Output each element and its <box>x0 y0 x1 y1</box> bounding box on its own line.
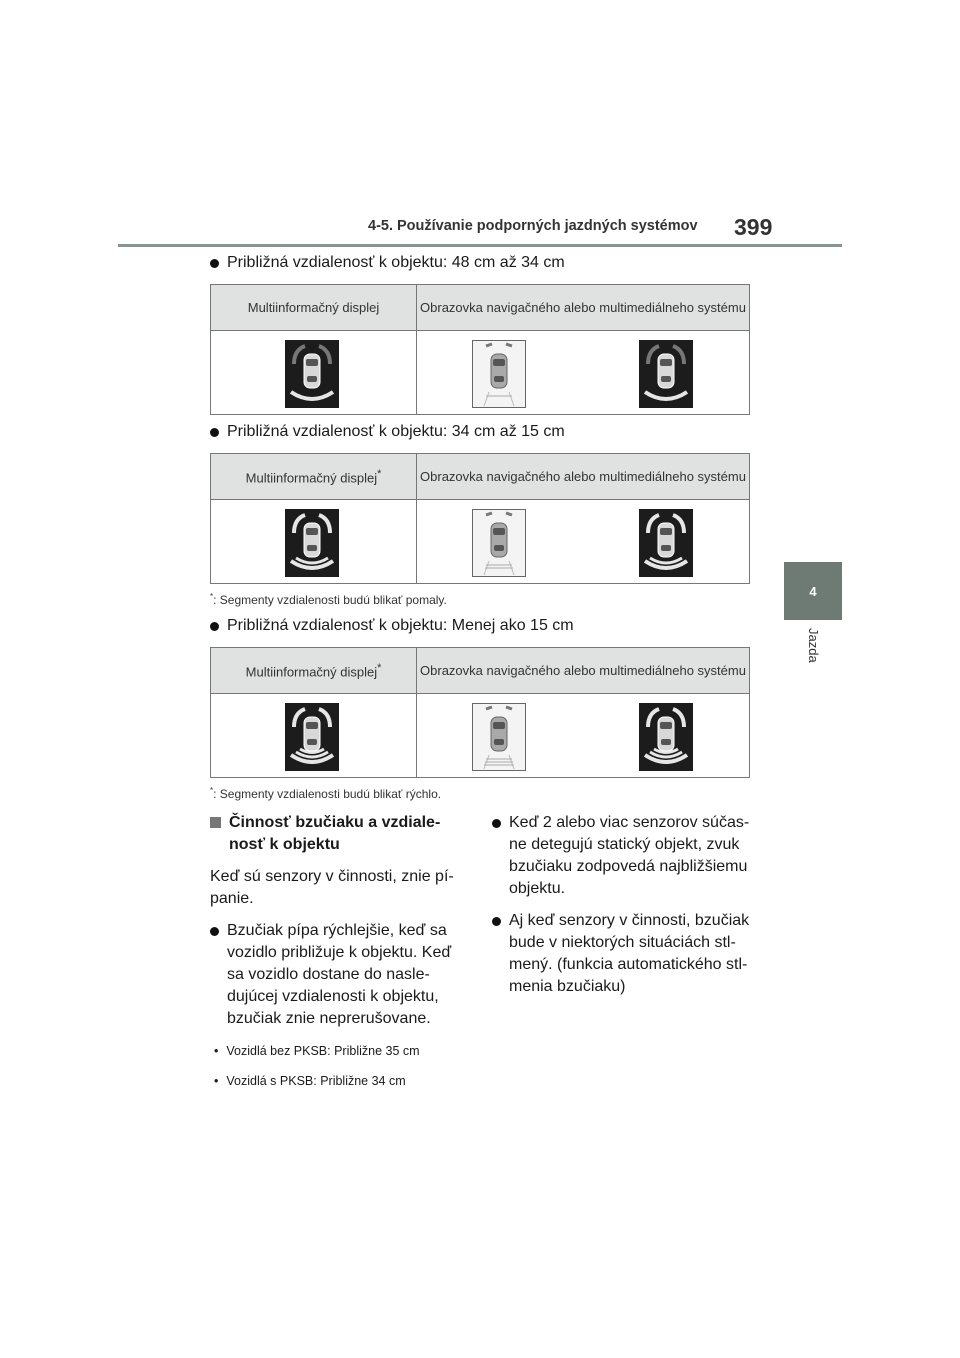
chapter-label: Jazda <box>806 628 821 663</box>
buzzer-intro: Keď sú senzory v činnosti, znie pí-panie. <box>210 868 454 907</box>
page-number: 399 <box>734 214 773 240</box>
footnote-2: *: Segmenty vzdialenosti budú blikať rýchlo. <box>210 786 442 801</box>
header-rule <box>118 244 842 247</box>
display-table-2 <box>210 453 750 584</box>
col-header-mid: Multiinformačný displej <box>211 285 417 331</box>
chapter-tab[interactable] <box>784 562 842 620</box>
section-square-icon <box>210 817 221 828</box>
col-header-mid: Multiinformačný displej* <box>211 648 417 694</box>
display-table-1 <box>210 284 750 415</box>
mid-image-cell <box>211 331 417 415</box>
bullet-dot <box>210 927 219 936</box>
distance-bullet-2 <box>210 423 565 441</box>
col-header-mid: Multiinformačný displej* <box>211 454 417 500</box>
mid-image-cell <box>211 694 417 778</box>
distance-bullet-1 <box>210 254 565 272</box>
buzzer-bullet: Bzučiak pípa rýchlejšie, keď sa vozidlo približuje k objektu. Keď sa vozidlo dostane do nasle-dujúcej vzdialenosti k objektu, bzučiak znie neprerušovane. <box>210 920 460 1030</box>
col-header-nav: Obrazovka navigačného alebo multimediálneho systému <box>417 648 750 694</box>
col-header-nav: Obrazovka navigačného alebo multimediálneho systému <box>417 285 750 331</box>
nav-display-image-dark <box>639 703 693 771</box>
bullet-dot <box>210 428 219 437</box>
mid-display-image <box>285 340 339 408</box>
distance-bullet-3 <box>210 617 574 635</box>
distance-text: Približná vzdialenosť k objektu: 34 cm až 15 cm <box>227 423 565 440</box>
buzzer-heading: Činnosť bzučiaku a vzdiale-nosť k objektu <box>210 812 460 856</box>
nav-display-image-dark <box>639 509 693 577</box>
buzzer-right-column <box>492 812 758 1008</box>
display-table-3 <box>210 647 750 778</box>
distance-text: Približná vzdialenosť k objektu: 48 cm až 34 cm <box>227 254 565 271</box>
chapter-title: 4-5. Používanie podporných jazdných systémov <box>368 218 698 234</box>
bullet-dot <box>210 259 219 268</box>
bullet-dot <box>492 917 501 926</box>
nav-image-cell <box>417 500 750 584</box>
nav-display-image-light <box>472 509 526 577</box>
mid-display-image <box>285 703 339 771</box>
footnote-1: *: Segmenty vzdialenosti budú blikať pomaly. <box>210 592 447 607</box>
bullet-dot <box>492 819 501 828</box>
nav-display-image-light <box>472 340 526 408</box>
buzzer-bullet: Keď 2 alebo viac senzorov súčas-ne detegujú statický objekt, zvuk bzučiaku zodpovedá najbližšiemu objektu. <box>492 812 758 900</box>
mid-display-image <box>285 509 339 577</box>
asterisk-mark: * <box>377 468 382 481</box>
sub-item: • Vozidlá s PKSB: Približne 34 cm <box>214 1074 406 1088</box>
nav-display-image-light <box>472 703 526 771</box>
asterisk-mark: * <box>377 662 382 675</box>
sub-item: • Vozidlá bez PKSB: Približne 35 cm <box>214 1044 420 1058</box>
buzzer-left-column <box>210 812 460 1100</box>
nav-display-image-dark <box>639 340 693 408</box>
mid-image-cell <box>211 500 417 584</box>
distance-text: Približná vzdialenosť k objektu: Menej ako 15 cm <box>227 617 574 634</box>
nav-image-cell <box>417 331 750 415</box>
chapter-number: 4 <box>809 583 817 599</box>
bullet-dot <box>210 622 219 631</box>
buzzer-bullet: Aj keď senzory v činnosti, bzučiak bude v niektorých situáciách stl-mený. (funkcia automatického stl-menia bzučiaku) <box>492 910 758 998</box>
nav-image-cell <box>417 694 750 778</box>
col-header-nav: Obrazovka navigačného alebo multimediálneho systému <box>417 454 750 500</box>
